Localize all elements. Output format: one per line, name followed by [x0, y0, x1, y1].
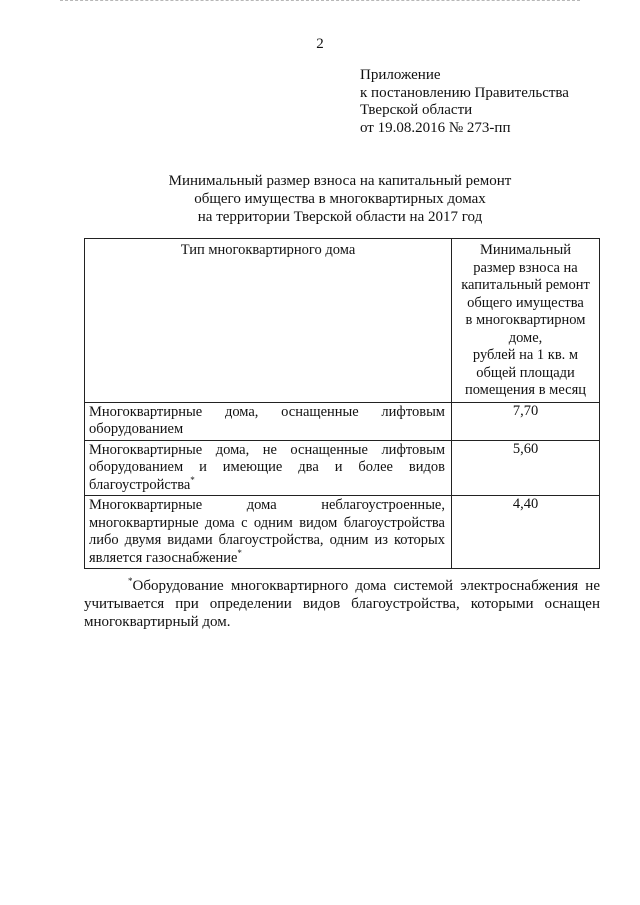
header-building-type — [85, 239, 452, 403]
header-rate-line: Минимальный — [480, 242, 571, 258]
table-row — [85, 496, 600, 569]
footnote — [84, 577, 600, 631]
footnote-marker: * — [237, 547, 242, 558]
header-rate-line: капитальный ремонт — [461, 277, 590, 293]
rate-value: 5,60 — [512, 440, 539, 457]
table-row — [85, 440, 600, 496]
header-rate-line: размер взноса на — [473, 259, 578, 276]
rate-value: 4,40 — [512, 496, 539, 512]
header-rate-line: рублей на 1 кв. м — [472, 347, 579, 363]
appendix-decree-line: к постановлению Правительства — [360, 84, 569, 101]
header-min-rate — [452, 239, 600, 403]
header-rate-line: общей площади — [476, 364, 575, 381]
building-type-text: Многоквартирные дома, не оснащенные лифтовым оборудованием и имеющие два и более видов благоустройства — [89, 441, 445, 493]
document-title — [0, 172, 640, 226]
building-type-cell — [85, 440, 452, 496]
table-row — [85, 402, 600, 440]
footnote-text: Оборудование многоквартирного дома системой электроснабжения не учитывается при определении видов благоустройства, которыми оснащен многоквартирный дом. — [84, 578, 600, 630]
appendix-label: Приложение — [360, 67, 441, 83]
header-rate-line: общего имущества — [467, 294, 584, 311]
header-rate-line: помещения в месяц — [464, 382, 587, 398]
title-line-2: общего имущества в многоквартирных домах — [194, 191, 486, 207]
header-rate-line: в многоквартирном — [465, 312, 586, 328]
building-type-cell — [85, 496, 452, 569]
rate-cell — [452, 496, 600, 569]
rate-cell — [452, 440, 600, 496]
building-type-text: Многоквартирные дома, оснащенные лифтовым оборудованием — [89, 403, 445, 437]
building-type-cell — [85, 402, 452, 440]
rate-cell — [452, 402, 600, 440]
footnote-marker: * — [128, 576, 133, 586]
header-building-type-label: Тип многоквартирного дома — [180, 242, 356, 258]
header-rate-line: доме, — [508, 329, 543, 346]
scan-edge-marks — [60, 0, 580, 5]
page-number: 2 — [316, 36, 324, 52]
appendix-region-line: Тверской области — [360, 102, 473, 118]
title-line-3: на территории Тверской области на 2017 год — [197, 209, 483, 225]
appendix-block — [360, 67, 569, 137]
building-type-text: Многоквартирные дома неблагоустроенные, многоквартирные дома с одним видом благоустройства либо двумя видами благоустройства, одним из которых является газоснабжение — [89, 497, 445, 566]
table-header-row — [85, 239, 600, 403]
rate-value: 7,70 — [512, 402, 539, 419]
title-line-1: Минимальный размер взноса на капитальный ремонт — [168, 173, 512, 189]
contribution-rates-table — [84, 238, 600, 569]
appendix-date-line: от 19.08.2016 № 273-пп — [360, 119, 511, 136]
footnote-marker: * — [190, 474, 195, 485]
